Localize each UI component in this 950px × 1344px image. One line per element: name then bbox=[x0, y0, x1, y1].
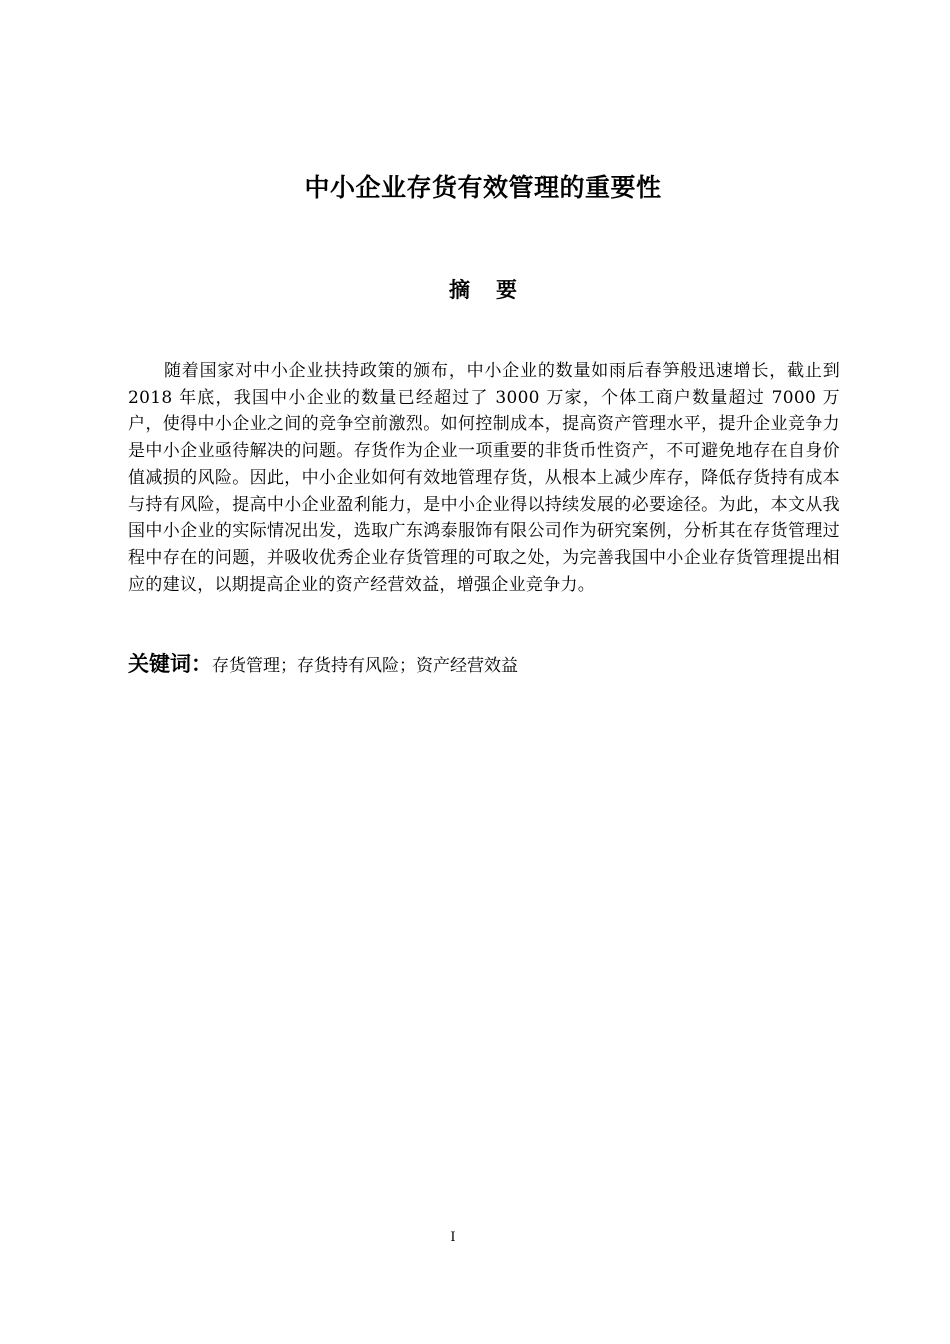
abstract-heading bbox=[0, 272, 950, 308]
abstract-heading-char-1: 摘 bbox=[449, 278, 470, 302]
abstract-heading-char-2: 要 bbox=[496, 278, 517, 302]
document-title: 中小企业存货有效管理的重要性 bbox=[304, 173, 662, 202]
abstract-paragraph: 随着国家对中小企业扶持政策的颁布，中小企业的数量如雨后春笋般迅速增长，截止到 2018 年底，我国中小企业的数量已经超过了 3000 万家，个体工商户数量超过 7000 万户，使得中小企业之间的竞争空前激烈。如何控制成本，提高资产管理水平，提升企业竞争力是中小企业亟待解决的问题。存货作为企业一项重要的非货币性资产，不可避免地存在自身价值减损的风险。因此，中小企业如何有效地管理存货，从根本上减少库存，降低存货持有成本与持有风险，提高中小企业盈利能力，是中小企业得以持续发展的必要途径。为此，本文从我国中小企业的实际情况出发，选取广东鸿泰服饰有限公司作为研究案例，分析其在存货管理过程中存在的问题，并吸收优秀企业存货管理的可取之处，为完善我国中小企业存货管理提出相应的建议，以期提高企业的资产经营效益，增强企业竞争力。 bbox=[128, 361, 840, 595]
keywords-value: 存货管理；存货持有风险；资产经营效益 bbox=[212, 656, 518, 676]
keywords-label: 关键词： bbox=[128, 652, 212, 676]
page-number: I bbox=[450, 1230, 456, 1245]
keywords-line bbox=[128, 648, 840, 682]
